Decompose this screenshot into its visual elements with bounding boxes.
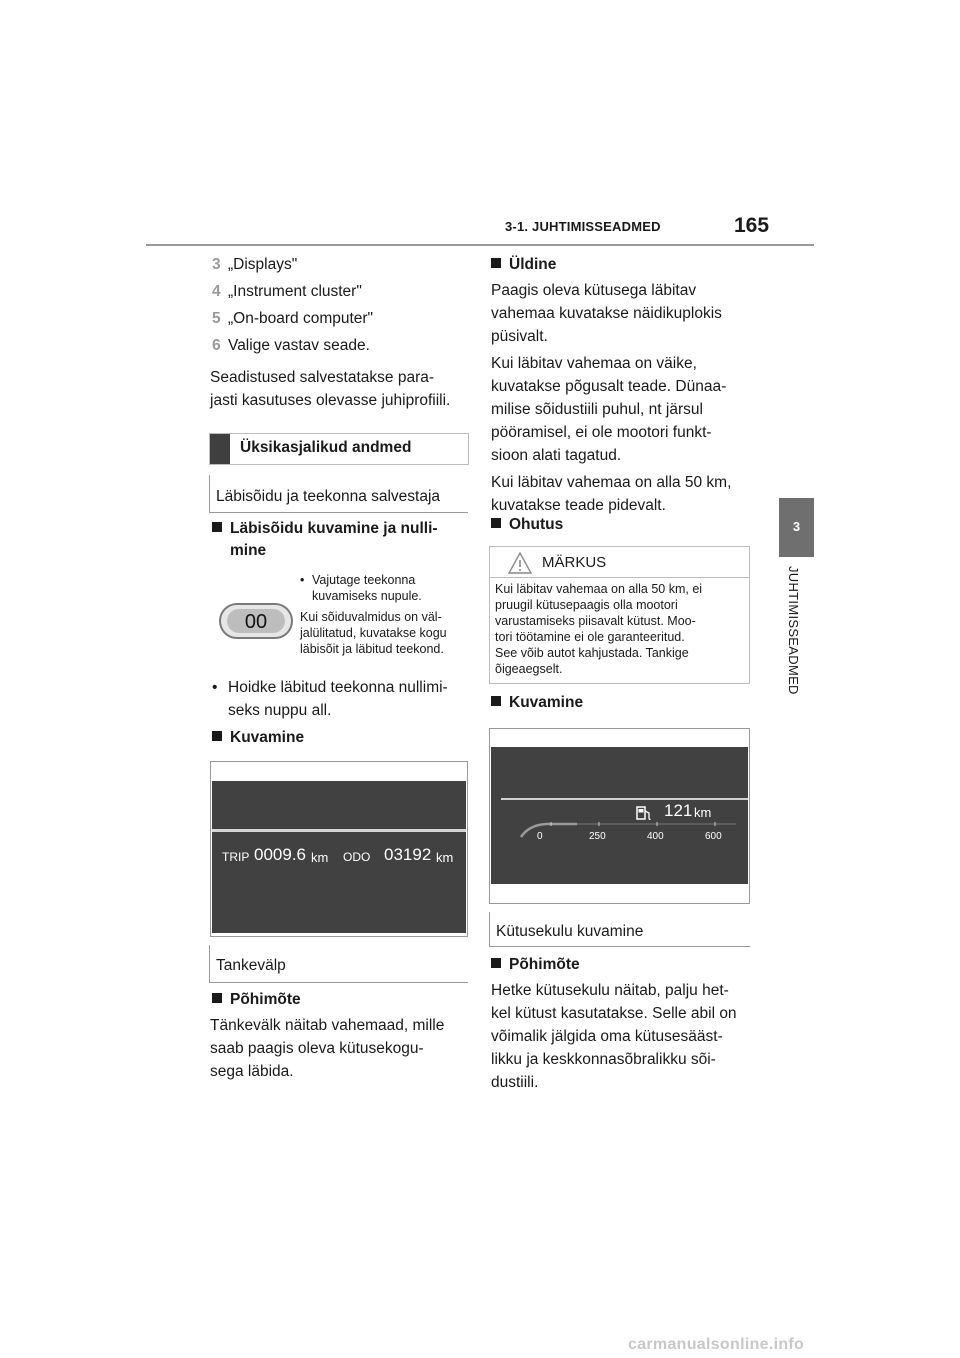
heading-text: Läbisõidu kuvamine ja nulli- <box>230 520 438 537</box>
fuel-range-unit: km <box>694 805 712 820</box>
gauge-tick-label: 0 <box>537 831 543 842</box>
fuel-pump-icon <box>635 804 653 822</box>
caption-left-border <box>209 945 210 982</box>
bullet-square <box>212 731 222 741</box>
heading-text: Üldine <box>509 256 557 273</box>
paragraph-line: püsivalt. <box>491 328 548 345</box>
step-number: 4 <box>212 283 221 300</box>
fuel-display-screen <box>491 747 748 884</box>
caption-left-border <box>489 912 490 946</box>
trip-value: 0009.6 <box>254 845 306 864</box>
instruction-bullet-line: • Vajutage teekonna <box>300 573 416 587</box>
details-box <box>209 433 469 465</box>
step-number: 6 <box>212 337 221 354</box>
heading-text: Kuvamine <box>509 694 584 711</box>
paragraph-line: saab paagis oleva kütusekogu- <box>210 1040 424 1057</box>
heading-principle-left <box>212 989 301 1011</box>
notice-divider <box>490 577 749 578</box>
chapter-label: JUHTIMISSEADMED <box>786 566 801 695</box>
caption-left-border <box>209 475 210 512</box>
heading-display-left <box>212 727 304 749</box>
trip-reset-button-graphic <box>219 603 293 639</box>
paragraph-line: sega läbida. <box>210 1063 294 1080</box>
header-rule <box>146 244 814 246</box>
instruction-text: kuvamiseks nupule. <box>312 589 422 603</box>
caption-rule <box>209 512 468 513</box>
paragraph-line: kuvatakse põgusalt teade. Dünaa- <box>491 378 727 395</box>
fuel-range-value: 121 <box>664 801 693 820</box>
instruction-text: jalülitatud, kuvatakse kogu <box>300 626 447 640</box>
notice-title: MÄRKUS <box>542 554 607 571</box>
step-6 <box>212 334 472 357</box>
notice-text <box>495 581 745 677</box>
hold-instruction: • Hoidke läbitud teekonna nullimi- seks nuppu all. <box>212 676 472 722</box>
odo-unit: km <box>436 850 454 865</box>
notice-line: pruugil kütusepaagis olla mootori <box>495 598 678 612</box>
settings-note <box>210 366 475 412</box>
notice-line: tori töötamine ei ole garanteeritud. <box>495 630 685 644</box>
hold-text: Hoidke läbitud teekonna nullimi- <box>228 679 448 696</box>
notice-line: varustamiseks piisavalt kütust. Moo- <box>495 614 696 628</box>
paragraph-line: kuvatakse teade pidevalt. <box>491 497 666 514</box>
heading-text: Põhimõte <box>230 991 301 1008</box>
notice-line: See võib autot kahjustada. Tankige <box>495 646 689 660</box>
notice-box <box>489 546 750 684</box>
principle-paragraph <box>491 979 761 1094</box>
trip-unit: km <box>311 850 329 865</box>
heading-text-cont: mine <box>230 542 267 559</box>
step-number: 3 <box>212 256 221 273</box>
paragraph-line: kel kütust kasutatakse. Selle abil on <box>491 1005 737 1022</box>
display-divider <box>212 829 466 832</box>
instruction-text: Kui sõiduvalmidus on väl- <box>300 610 442 624</box>
details-box-marker <box>210 434 230 464</box>
bullet-square <box>212 522 222 532</box>
step-5 <box>212 307 472 330</box>
notice-line: õigeaegselt. <box>495 662 563 676</box>
bullet-square <box>491 518 501 528</box>
step-4 <box>212 280 472 303</box>
trip-odometer-display <box>210 761 468 937</box>
general-paragraphs <box>491 279 761 517</box>
step-list <box>212 253 472 357</box>
fuel-consumption-display <box>489 728 750 904</box>
bullet-square <box>491 958 501 968</box>
step-text: „On-board computer" <box>228 310 374 327</box>
gauge-tick-label: 600 <box>705 831 722 842</box>
trip-reset-button-label: 00 <box>244 611 268 633</box>
paragraph-line: Kui läbitav vahemaa on väike, <box>491 355 697 372</box>
step-number: 5 <box>212 310 221 327</box>
step-text: „Displays" <box>228 256 298 273</box>
gauge-tick-label: 400 <box>647 831 664 842</box>
paragraph-line: võimalik jälgida oma kütusesääst- <box>491 1028 723 1045</box>
odo-label: ODO <box>343 850 371 864</box>
heading-text: Kuvamine <box>230 729 305 746</box>
chapter-number: 3 <box>792 519 801 534</box>
heading-text: Ohutus <box>509 516 564 533</box>
warning-triangle-icon <box>508 552 532 574</box>
caption-rule <box>489 946 750 947</box>
bullet-square <box>491 258 501 268</box>
heading-safety <box>491 514 563 536</box>
paragraph-line: Tänkevälk näitab vahemaad, mille <box>210 1017 445 1034</box>
odo-value: 03192 <box>384 845 432 864</box>
display-screen <box>212 781 466 933</box>
range-paragraph <box>210 1014 475 1083</box>
button-instructions <box>300 572 470 657</box>
heading-general <box>491 254 556 276</box>
heading-display-reset <box>212 518 438 562</box>
settings-note-line: Seadistused salvestatakse para- <box>210 369 435 386</box>
paragraph-line: likku ja keskkonnasõbralikku sõi- <box>491 1051 716 1068</box>
heading-display-right <box>491 692 583 714</box>
instruction-text: läbisõit ja läbitud teekond. <box>300 642 444 656</box>
instruction-text: Vajutage teekonna <box>312 573 416 587</box>
section-header: 3-1. JUHTIMISSEADMED <box>505 219 661 234</box>
paragraph-line: sioon alati tagatud. <box>491 447 622 464</box>
caption-rule <box>209 982 468 983</box>
range-caption: Tankevälp <box>216 957 286 974</box>
paragraph-line: pööramisel, ei ole mootori funkt- <box>491 424 712 441</box>
page-number: 165 <box>734 214 770 237</box>
paragraph-line: milise sõidustiili puhul, nt järsul <box>491 401 703 418</box>
step-text: Valige vastav seade. <box>228 337 370 354</box>
trip-label: TRIP <box>222 850 250 864</box>
gauge-tick-label: 250 <box>589 831 606 842</box>
heading-principle-right <box>491 954 580 976</box>
notice-line: Kui läbitav vahemaa on alla 50 km, ei <box>495 582 703 596</box>
watermark: carmanualsonline.info <box>628 1336 805 1353</box>
bullet-square <box>491 696 501 706</box>
trip-recorder-caption: Läbisõidu ja teekonna salvestaja <box>216 488 441 505</box>
paragraph-line: vahemaa kuvatakse näidikuplokis <box>491 305 722 322</box>
bullet-square <box>212 993 222 1003</box>
step-3 <box>212 253 472 276</box>
hold-text: seks nuppu all. <box>228 702 332 719</box>
step-text: „Instrument cluster" <box>228 283 362 300</box>
paragraph-line: Hetke kütusekulu näitab, palju het- <box>491 982 729 999</box>
heading-text: Põhimõte <box>509 956 580 973</box>
details-box-title: Üksikasjalikud andmed <box>240 439 412 456</box>
paragraph-line: Kui läbitav vahemaa on alla 50 km, <box>491 474 732 491</box>
fuel-caption: Kütusekulu kuvamine <box>496 923 644 940</box>
paragraph-line: dustiili. <box>491 1074 539 1091</box>
settings-note-line: jasti kasutuses olevasse juhiprofiili. <box>210 392 451 409</box>
paragraph-line: Paagis oleva kütusega läbitav <box>491 282 697 299</box>
